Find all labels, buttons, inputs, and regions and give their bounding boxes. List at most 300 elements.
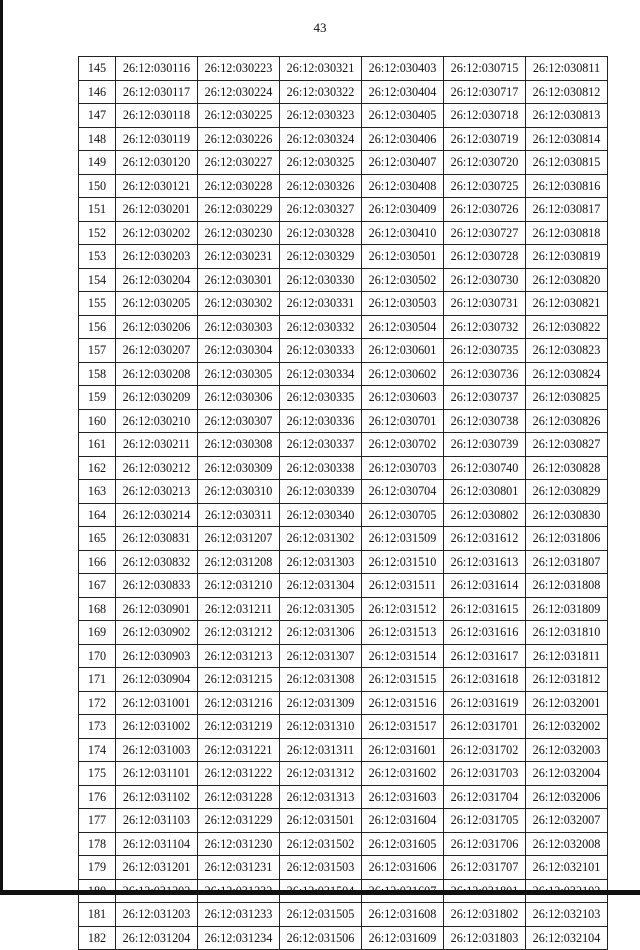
code-cell: 26:12:030715 xyxy=(444,57,526,81)
code-cell: 26:12:030323 xyxy=(280,104,362,128)
code-cell: 26:12:030226 xyxy=(198,127,280,151)
code-cell: 26:12:030228 xyxy=(198,174,280,198)
table-row xyxy=(79,57,608,81)
code-cell: 26:12:030322 xyxy=(280,80,362,104)
code-cell: 26:12:030504 xyxy=(362,315,444,339)
code-cell: 26:12:031613 xyxy=(444,550,526,574)
code-cell: 26:12:030601 xyxy=(362,339,444,363)
code-cell: 26:12:030321 xyxy=(280,57,362,81)
row-number-cell: 175 xyxy=(79,762,116,786)
row-number-cell: 178 xyxy=(79,832,116,856)
code-cell: 26:12:030324 xyxy=(280,127,362,151)
row-number-cell: 147 xyxy=(79,104,116,128)
code-cell: 26:12:030325 xyxy=(280,151,362,175)
row-number-cell: 164 xyxy=(79,503,116,527)
code-cell: 26:12:031616 xyxy=(444,621,526,645)
code-cell: 26:12:032104 xyxy=(526,926,608,950)
scan-edge-bottom xyxy=(0,890,640,895)
code-cell: 26:12:030502 xyxy=(362,268,444,292)
code-cell: 26:12:031201 xyxy=(116,856,198,880)
code-cell: 26:12:030304 xyxy=(198,339,280,363)
code-cell: 26:12:030309 xyxy=(198,456,280,480)
table-row xyxy=(79,809,608,833)
code-cell: 26:12:031807 xyxy=(526,550,608,574)
row-number-cell: 179 xyxy=(79,856,116,880)
code-cell: 26:12:030717 xyxy=(444,80,526,104)
code-cell: 26:12:030301 xyxy=(198,268,280,292)
code-cell: 26:12:030816 xyxy=(526,174,608,198)
code-cell: 26:12:030409 xyxy=(362,198,444,222)
code-cell: 26:12:031502 xyxy=(280,832,362,856)
code-cell: 26:12:031204 xyxy=(116,926,198,950)
code-cell: 26:12:030603 xyxy=(362,386,444,410)
code-cell: 26:12:030230 xyxy=(198,221,280,245)
table-row xyxy=(79,715,608,739)
code-cell: 26:12:030824 xyxy=(526,362,608,386)
code-cell: 26:12:030330 xyxy=(280,268,362,292)
code-cell: 26:12:032103 xyxy=(526,903,608,927)
code-cell: 26:12:030726 xyxy=(444,198,526,222)
code-cell: 26:12:031511 xyxy=(362,574,444,598)
table-row xyxy=(79,903,608,927)
code-cell: 26:12:032007 xyxy=(526,809,608,833)
code-cell: 26:12:031101 xyxy=(116,762,198,786)
code-cell: 26:12:030305 xyxy=(198,362,280,386)
code-cell: 26:12:030501 xyxy=(362,245,444,269)
code-cell: 26:12:030227 xyxy=(198,151,280,175)
code-cell: 26:12:030404 xyxy=(362,80,444,104)
row-number-cell: 149 xyxy=(79,151,116,175)
row-number-cell: 153 xyxy=(79,245,116,269)
code-cell: 26:12:031003 xyxy=(116,738,198,762)
code-cell: 26:12:030212 xyxy=(116,456,198,480)
code-cell: 26:12:030725 xyxy=(444,174,526,198)
code-cell: 26:12:030737 xyxy=(444,386,526,410)
code-cell: 26:12:030223 xyxy=(198,57,280,81)
code-cell: 26:12:031603 xyxy=(362,785,444,809)
code-cell: 26:12:030333 xyxy=(280,339,362,363)
code-cell: 26:12:030328 xyxy=(280,221,362,245)
code-cell: 26:12:030901 xyxy=(116,597,198,621)
code-cell: 26:12:031812 xyxy=(526,668,608,692)
code-cell: 26:12:030703 xyxy=(362,456,444,480)
table-row xyxy=(79,362,608,386)
code-cell: 26:12:031608 xyxy=(362,903,444,927)
code-cell: 26:12:031811 xyxy=(526,644,608,668)
row-number-cell: 166 xyxy=(79,550,116,574)
row-number-cell: 156 xyxy=(79,315,116,339)
row-number-cell: 163 xyxy=(79,480,116,504)
code-cell: 26:12:030825 xyxy=(526,386,608,410)
code-cell: 26:12:030336 xyxy=(280,409,362,433)
row-number-cell: 173 xyxy=(79,715,116,739)
code-cell: 26:12:030820 xyxy=(526,268,608,292)
code-cell: 26:12:030817 xyxy=(526,198,608,222)
code-cell: 26:12:032008 xyxy=(526,832,608,856)
code-cell: 26:12:032006 xyxy=(526,785,608,809)
code-cell: 26:12:031212 xyxy=(198,621,280,645)
code-cell: 26:12:030339 xyxy=(280,480,362,504)
row-number-cell: 165 xyxy=(79,527,116,551)
code-cell: 26:12:030720 xyxy=(444,151,526,175)
table-row xyxy=(79,738,608,762)
table-row xyxy=(79,339,608,363)
code-cell: 26:12:031501 xyxy=(280,809,362,833)
code-cell: 26:12:030207 xyxy=(116,339,198,363)
table-row xyxy=(79,691,608,715)
code-cell: 26:12:030740 xyxy=(444,456,526,480)
code-cell: 26:12:032003 xyxy=(526,738,608,762)
code-cell: 26:12:032001 xyxy=(526,691,608,715)
table-row xyxy=(79,785,608,809)
code-cell: 26:12:030326 xyxy=(280,174,362,198)
code-cell: 26:12:030702 xyxy=(362,433,444,457)
table-row xyxy=(79,174,608,198)
code-cell: 26:12:031604 xyxy=(362,809,444,833)
code-cell: 26:12:031307 xyxy=(280,644,362,668)
row-number-cell: 154 xyxy=(79,268,116,292)
code-cell: 26:12:031602 xyxy=(362,762,444,786)
code-cell: 26:12:031617 xyxy=(444,644,526,668)
row-number-cell: 152 xyxy=(79,221,116,245)
table-row xyxy=(79,409,608,433)
code-cell: 26:12:031514 xyxy=(362,644,444,668)
table-row xyxy=(79,315,608,339)
table-row xyxy=(79,480,608,504)
code-cell: 26:12:031601 xyxy=(362,738,444,762)
code-cell: 26:12:030116 xyxy=(116,57,198,81)
code-cell: 26:12:031211 xyxy=(198,597,280,621)
code-cell: 26:12:030730 xyxy=(444,268,526,292)
code-cell: 26:12:031701 xyxy=(444,715,526,739)
code-cell: 26:12:030307 xyxy=(198,409,280,433)
row-number-cell: 170 xyxy=(79,644,116,668)
row-number-cell: 150 xyxy=(79,174,116,198)
code-cell: 26:12:030904 xyxy=(116,668,198,692)
code-cell: 26:12:030815 xyxy=(526,151,608,175)
code-cell: 26:12:031313 xyxy=(280,785,362,809)
code-cell: 26:12:030701 xyxy=(362,409,444,433)
code-cell: 26:12:031309 xyxy=(280,691,362,715)
code-cell: 26:12:031219 xyxy=(198,715,280,739)
code-cell: 26:12:031213 xyxy=(198,644,280,668)
code-cell: 26:12:031614 xyxy=(444,574,526,598)
code-cell: 26:12:031230 xyxy=(198,832,280,856)
code-cell: 26:12:030311 xyxy=(198,503,280,527)
code-cell: 26:12:030405 xyxy=(362,104,444,128)
code-cell: 26:12:030214 xyxy=(116,503,198,527)
code-cell: 26:12:030732 xyxy=(444,315,526,339)
row-number-cell: 155 xyxy=(79,292,116,316)
code-cell: 26:12:030203 xyxy=(116,245,198,269)
code-cell: 26:12:030902 xyxy=(116,621,198,645)
code-cell: 26:12:031707 xyxy=(444,856,526,880)
code-cell: 26:12:031304 xyxy=(280,574,362,598)
code-cell: 26:12:030826 xyxy=(526,409,608,433)
code-cell: 26:12:030822 xyxy=(526,315,608,339)
code-cell: 26:12:031703 xyxy=(444,762,526,786)
page-number: 43 xyxy=(313,20,327,35)
table-row xyxy=(79,527,608,551)
code-cell: 26:12:031310 xyxy=(280,715,362,739)
code-cell: 26:12:031702 xyxy=(444,738,526,762)
row-number-cell: 146 xyxy=(79,80,116,104)
code-cell: 26:12:031233 xyxy=(198,903,280,927)
code-cell: 26:12:030308 xyxy=(198,433,280,457)
code-cell: 26:12:030827 xyxy=(526,433,608,457)
code-cell: 26:12:032004 xyxy=(526,762,608,786)
code-cell: 26:12:030213 xyxy=(116,480,198,504)
code-cell: 26:12:030408 xyxy=(362,174,444,198)
code-cell: 26:12:030310 xyxy=(198,480,280,504)
row-number-cell: 161 xyxy=(79,433,116,457)
code-cell: 26:12:030731 xyxy=(444,292,526,316)
code-cell: 26:12:030727 xyxy=(444,221,526,245)
code-cell: 26:12:030705 xyxy=(362,503,444,527)
table-row xyxy=(79,433,608,457)
code-cell: 26:12:031203 xyxy=(116,903,198,927)
code-cell: 26:12:030306 xyxy=(198,386,280,410)
row-number-cell: 177 xyxy=(79,809,116,833)
code-cell: 26:12:031619 xyxy=(444,691,526,715)
code-cell: 26:12:030206 xyxy=(116,315,198,339)
code-cell: 26:12:031503 xyxy=(280,856,362,880)
code-cell: 26:12:030335 xyxy=(280,386,362,410)
code-cell: 26:12:031102 xyxy=(116,785,198,809)
code-cell: 26:12:030225 xyxy=(198,104,280,128)
code-cell: 26:12:030302 xyxy=(198,292,280,316)
code-cell: 26:12:030718 xyxy=(444,104,526,128)
code-cell: 26:12:031806 xyxy=(526,527,608,551)
code-cell: 26:12:030903 xyxy=(116,644,198,668)
code-cell: 26:12:030739 xyxy=(444,433,526,457)
code-cell: 26:12:031311 xyxy=(280,738,362,762)
row-number-cell: 167 xyxy=(79,574,116,598)
code-cell: 26:12:031222 xyxy=(198,762,280,786)
table-row xyxy=(79,668,608,692)
code-cell: 26:12:031505 xyxy=(280,903,362,927)
code-cell: 26:12:031216 xyxy=(198,691,280,715)
code-cell: 26:12:030813 xyxy=(526,104,608,128)
row-number-cell: 168 xyxy=(79,597,116,621)
table-row xyxy=(79,832,608,856)
scan-edge-left xyxy=(0,0,3,895)
table-row xyxy=(79,456,608,480)
code-cell: 26:12:031704 xyxy=(444,785,526,809)
row-number-cell: 151 xyxy=(79,198,116,222)
code-cell: 26:12:031210 xyxy=(198,574,280,598)
code-cell: 26:12:030202 xyxy=(116,221,198,245)
code-cell: 26:12:030224 xyxy=(198,80,280,104)
code-cell: 26:12:030120 xyxy=(116,151,198,175)
table-row xyxy=(79,245,608,269)
code-cell: 26:12:030229 xyxy=(198,198,280,222)
code-cell: 26:12:030331 xyxy=(280,292,362,316)
code-cell: 26:12:030118 xyxy=(116,104,198,128)
code-cell: 26:12:031605 xyxy=(362,832,444,856)
table-row xyxy=(79,104,608,128)
code-cell: 26:12:030334 xyxy=(280,362,362,386)
table-row xyxy=(79,268,608,292)
code-cell: 26:12:030332 xyxy=(280,315,362,339)
code-cell: 26:12:031104 xyxy=(116,832,198,856)
row-number-cell: 162 xyxy=(79,456,116,480)
code-cell: 26:12:031609 xyxy=(362,926,444,950)
code-cell: 26:12:032002 xyxy=(526,715,608,739)
code-cell: 26:12:031302 xyxy=(280,527,362,551)
code-cell: 26:12:031215 xyxy=(198,668,280,692)
code-cell: 26:12:030204 xyxy=(116,268,198,292)
code-cell: 26:12:030831 xyxy=(116,527,198,551)
row-number-cell: 145 xyxy=(79,57,116,81)
code-cell: 26:12:030814 xyxy=(526,127,608,151)
table-row xyxy=(79,762,608,786)
code-cell: 26:12:030210 xyxy=(116,409,198,433)
code-cell: 26:12:030802 xyxy=(444,503,526,527)
code-cell: 26:12:030830 xyxy=(526,503,608,527)
table-row xyxy=(79,574,608,598)
code-cell: 26:12:031229 xyxy=(198,809,280,833)
table-row xyxy=(79,621,608,645)
code-cell: 26:12:030337 xyxy=(280,433,362,457)
code-cell: 26:12:031606 xyxy=(362,856,444,880)
code-cell: 26:12:030410 xyxy=(362,221,444,245)
code-cell: 26:12:030403 xyxy=(362,57,444,81)
code-cell: 26:12:030719 xyxy=(444,127,526,151)
code-cell: 26:12:030340 xyxy=(280,503,362,527)
code-cell: 26:12:030821 xyxy=(526,292,608,316)
table-row xyxy=(79,151,608,175)
code-cell: 26:12:031510 xyxy=(362,550,444,574)
code-cell: 26:12:031208 xyxy=(198,550,280,574)
row-number-cell: 159 xyxy=(79,386,116,410)
table-row xyxy=(79,856,608,880)
code-cell: 26:12:030503 xyxy=(362,292,444,316)
table-row xyxy=(79,386,608,410)
code-cell: 26:12:030832 xyxy=(116,550,198,574)
code-cell: 26:12:031303 xyxy=(280,550,362,574)
code-cell: 26:12:030823 xyxy=(526,339,608,363)
code-cell: 26:12:030812 xyxy=(526,80,608,104)
code-cell: 26:12:031615 xyxy=(444,597,526,621)
code-cell: 26:12:030602 xyxy=(362,362,444,386)
code-cell: 26:12:031516 xyxy=(362,691,444,715)
code-cell: 26:12:030833 xyxy=(116,574,198,598)
code-cell: 26:12:030801 xyxy=(444,480,526,504)
code-cell: 26:12:031306 xyxy=(280,621,362,645)
code-cell: 26:12:030231 xyxy=(198,245,280,269)
code-cell: 26:12:031312 xyxy=(280,762,362,786)
code-cell: 26:12:031517 xyxy=(362,715,444,739)
code-cell: 26:12:030819 xyxy=(526,245,608,269)
code-cell: 26:12:030829 xyxy=(526,480,608,504)
row-number-cell: 148 xyxy=(79,127,116,151)
table-body xyxy=(79,57,608,950)
code-cell: 26:12:030728 xyxy=(444,245,526,269)
code-cell: 26:12:031809 xyxy=(526,597,608,621)
code-cell: 26:12:030736 xyxy=(444,362,526,386)
code-cell: 26:12:031228 xyxy=(198,785,280,809)
table-row xyxy=(79,221,608,245)
code-cell: 26:12:030338 xyxy=(280,456,362,480)
code-cell: 26:12:031308 xyxy=(280,668,362,692)
code-cell: 26:12:031506 xyxy=(280,926,362,950)
code-cell: 26:12:031221 xyxy=(198,738,280,762)
code-cell: 26:12:031802 xyxy=(444,903,526,927)
code-cell: 26:12:031231 xyxy=(198,856,280,880)
code-cell: 26:12:031808 xyxy=(526,574,608,598)
table-row xyxy=(79,597,608,621)
code-cell: 26:12:031305 xyxy=(280,597,362,621)
code-cell: 26:12:031810 xyxy=(526,621,608,645)
row-number-cell: 160 xyxy=(79,409,116,433)
row-number-cell: 158 xyxy=(79,362,116,386)
code-cell: 26:12:030211 xyxy=(116,433,198,457)
code-cell: 26:12:031001 xyxy=(116,691,198,715)
table-row xyxy=(79,503,608,527)
code-cell: 26:12:031515 xyxy=(362,668,444,692)
row-number-cell: 172 xyxy=(79,691,116,715)
code-cell: 26:12:030818 xyxy=(526,221,608,245)
row-number-cell: 157 xyxy=(79,339,116,363)
code-cell: 26:12:030121 xyxy=(116,174,198,198)
table-row xyxy=(79,127,608,151)
code-cell: 26:12:032101 xyxy=(526,856,608,880)
code-cell: 26:12:030117 xyxy=(116,80,198,104)
code-cell: 26:12:030201 xyxy=(116,198,198,222)
code-cell: 26:12:030406 xyxy=(362,127,444,151)
row-number-cell: 176 xyxy=(79,785,116,809)
row-number-cell: 182 xyxy=(79,926,116,950)
table-row xyxy=(79,550,608,574)
row-number-cell: 174 xyxy=(79,738,116,762)
code-cell: 26:12:030209 xyxy=(116,386,198,410)
code-cell: 26:12:030208 xyxy=(116,362,198,386)
code-cell: 26:12:030119 xyxy=(116,127,198,151)
code-cell: 26:12:030205 xyxy=(116,292,198,316)
code-cell: 26:12:030303 xyxy=(198,315,280,339)
code-cell: 26:12:030407 xyxy=(362,151,444,175)
table-row xyxy=(79,80,608,104)
code-cell: 26:12:031705 xyxy=(444,809,526,833)
table-row xyxy=(79,644,608,668)
row-number-cell: 181 xyxy=(79,903,116,927)
code-cell: 26:12:030738 xyxy=(444,409,526,433)
code-cell: 26:12:031618 xyxy=(444,668,526,692)
code-cell: 26:12:030327 xyxy=(280,198,362,222)
code-cell: 26:12:031512 xyxy=(362,597,444,621)
row-number-cell: 171 xyxy=(79,668,116,692)
code-cell: 26:12:031509 xyxy=(362,527,444,551)
table-row xyxy=(79,198,608,222)
code-cell: 26:12:031002 xyxy=(116,715,198,739)
table-row xyxy=(79,292,608,316)
code-cell: 26:12:031103 xyxy=(116,809,198,833)
code-cell: 26:12:030704 xyxy=(362,480,444,504)
code-cell: 26:12:030329 xyxy=(280,245,362,269)
code-cell: 26:12:030735 xyxy=(444,339,526,363)
code-cell: 26:12:030828 xyxy=(526,456,608,480)
code-cell: 26:12:030811 xyxy=(526,57,608,81)
code-cell: 26:12:031513 xyxy=(362,621,444,645)
cadastral-codes-table xyxy=(78,56,608,950)
row-number-cell: 169 xyxy=(79,621,116,645)
code-cell: 26:12:031207 xyxy=(198,527,280,551)
table-row xyxy=(79,926,608,950)
code-cell: 26:12:031612 xyxy=(444,527,526,551)
code-cell: 26:12:031706 xyxy=(444,832,526,856)
code-cell: 26:12:031234 xyxy=(198,926,280,950)
